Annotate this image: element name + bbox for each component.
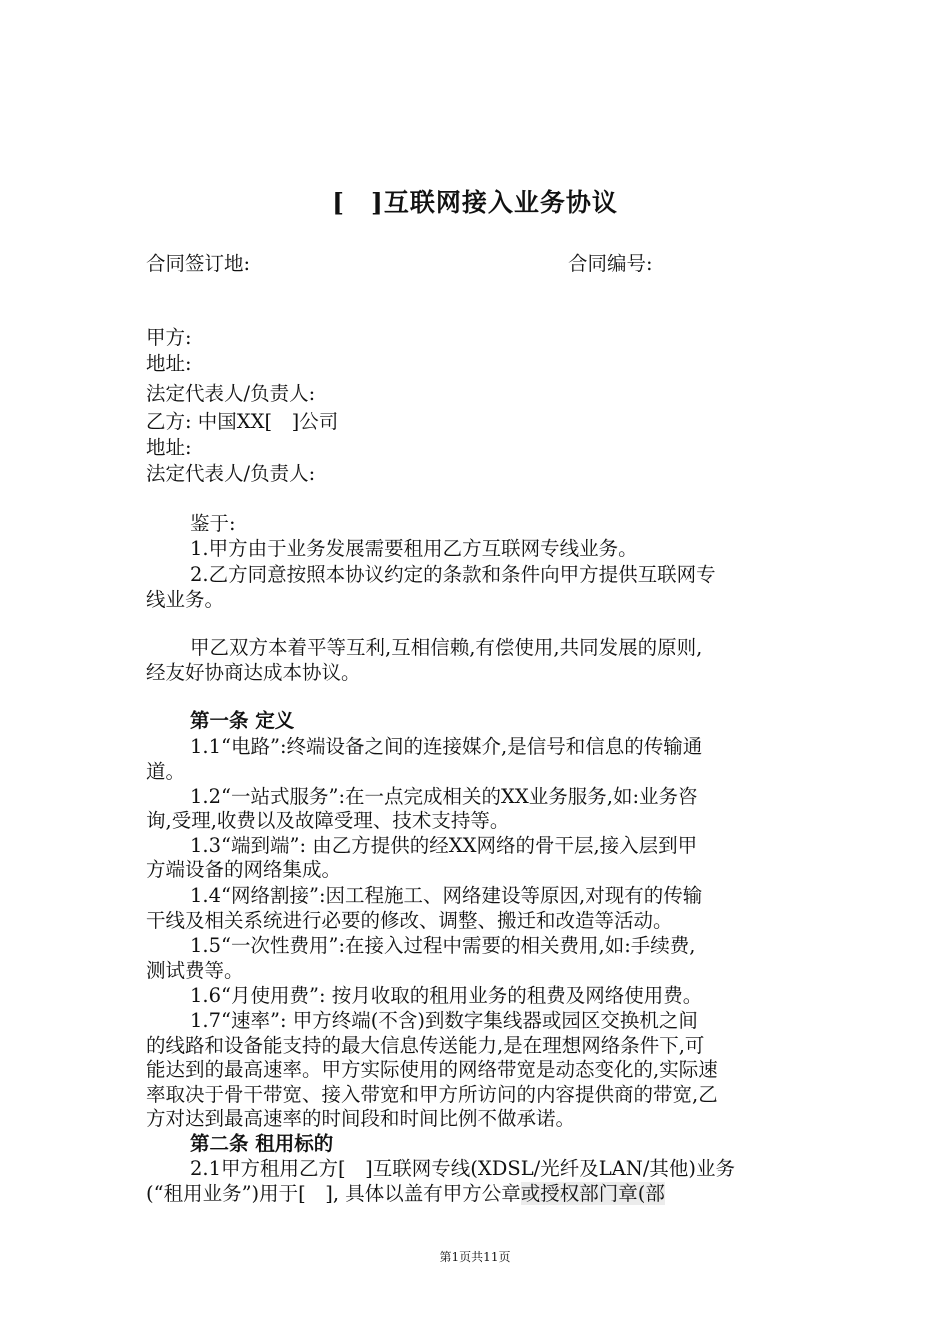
definition-1-7-cont-4: 方对达到最高速率的时间段和时间比例不做承诺。 [146, 1107, 576, 1130]
definition-1-3-cont: 方端设备的网络集成。 [146, 858, 342, 881]
definition-1-7: 1.7“速率”: 甲方终端(不含)到数字集线器或园区交换机之间 [190, 1009, 698, 1032]
party-b-label: 乙方: 中国XX[ ]公司 [146, 410, 339, 433]
party-a-label: 甲方: [146, 326, 192, 349]
clause-2-1-highlighted-text: 或授权部门章(部 [520, 1182, 665, 1205]
definition-1-7-cont-2: 能达到的最高速率。甲方实际使用的网络带宽是动态变化的,实际速 [146, 1058, 718, 1081]
definition-1-7-cont-1: 的线路和设备能支持的最大信息传送能力,是在理想网络条件下,可 [146, 1034, 705, 1057]
definition-1-7-cont-3: 率取决于骨干带宽、接入带宽和甲方所访问的内容提供商的带宽,乙 [146, 1083, 718, 1106]
signing-place-label: 合同签订地: [146, 252, 251, 275]
whereas-item-2-cont: 线业务。 [146, 588, 225, 611]
principle-paragraph-cont: 经友好协商达成本协议。 [146, 661, 361, 684]
clause-2-1-cont-text: (“租用业务”)用于[ ], 具体以盖有甲方公章 [146, 1182, 521, 1205]
definition-1-3: 1.3“端到端”: 由乙方提供的经XX网络的骨干层,接入层到甲 [190, 834, 698, 857]
definition-1-2: 1.2“一站式服务”:在一点完成相关的XX业务服务,如:业务咨 [190, 785, 698, 808]
definition-1-5: 1.5“一次性费用”:在接入过程中需要的相关费用,如:手续费, [190, 934, 696, 957]
definition-1-1-cont: 道。 [146, 760, 186, 783]
whereas-heading: 鉴于: [190, 512, 236, 535]
article-1-heading: 第一条 定义 [190, 709, 295, 732]
article-2-heading: 第二条 租用标的 [190, 1132, 334, 1155]
party-b-address: 地址: [146, 436, 192, 459]
definition-1-4-cont: 干线及相关系统进行必要的修改、调整、搬迁和改造等活动。 [146, 909, 673, 932]
party-a-representative: 法定代表人/负责人: [146, 382, 316, 405]
whereas-item-1: 1.甲方由于业务发展需要租用乙方互联网专线业务。 [190, 537, 638, 560]
party-a-address: 地址: [146, 352, 192, 375]
contract-number-label: 合同编号: [568, 252, 653, 275]
definition-1-1: 1.1“电路”:终端设备之间的连接媒介,是信号和信息的传输通 [190, 735, 703, 758]
definition-1-4: 1.4“网络割接”:因工程施工、网络建设等原因,对现有的传输 [190, 884, 703, 907]
document-title: [ ]互联网接入业务协议 [332, 188, 618, 217]
clause-2-1: 2.1甲方租用乙方[ ]互联网专线(XDSL/光纤及LAN/其他)业务 [190, 1157, 736, 1180]
page-footer: 第1页共11页 [439, 1250, 511, 1264]
whereas-item-2: 2.乙方同意按照本协议约定的条款和条件向甲方提供互联网专 [190, 563, 716, 586]
principle-paragraph: 甲乙双方本着平等互利,互相信赖,有偿使用,共同发展的原则, [190, 636, 703, 659]
definition-1-6: 1.6“月使用费”: 按月收取的租用业务的租费及网络使用费。 [190, 984, 703, 1007]
definition-1-5-cont: 测试费等。 [146, 959, 244, 982]
clause-2-1-cont [146, 1182, 665, 1206]
definition-1-2-cont: 询,受理,收费以及故障受理、技术支持等。 [146, 809, 510, 832]
party-b-representative: 法定代表人/负责人: [146, 462, 316, 485]
